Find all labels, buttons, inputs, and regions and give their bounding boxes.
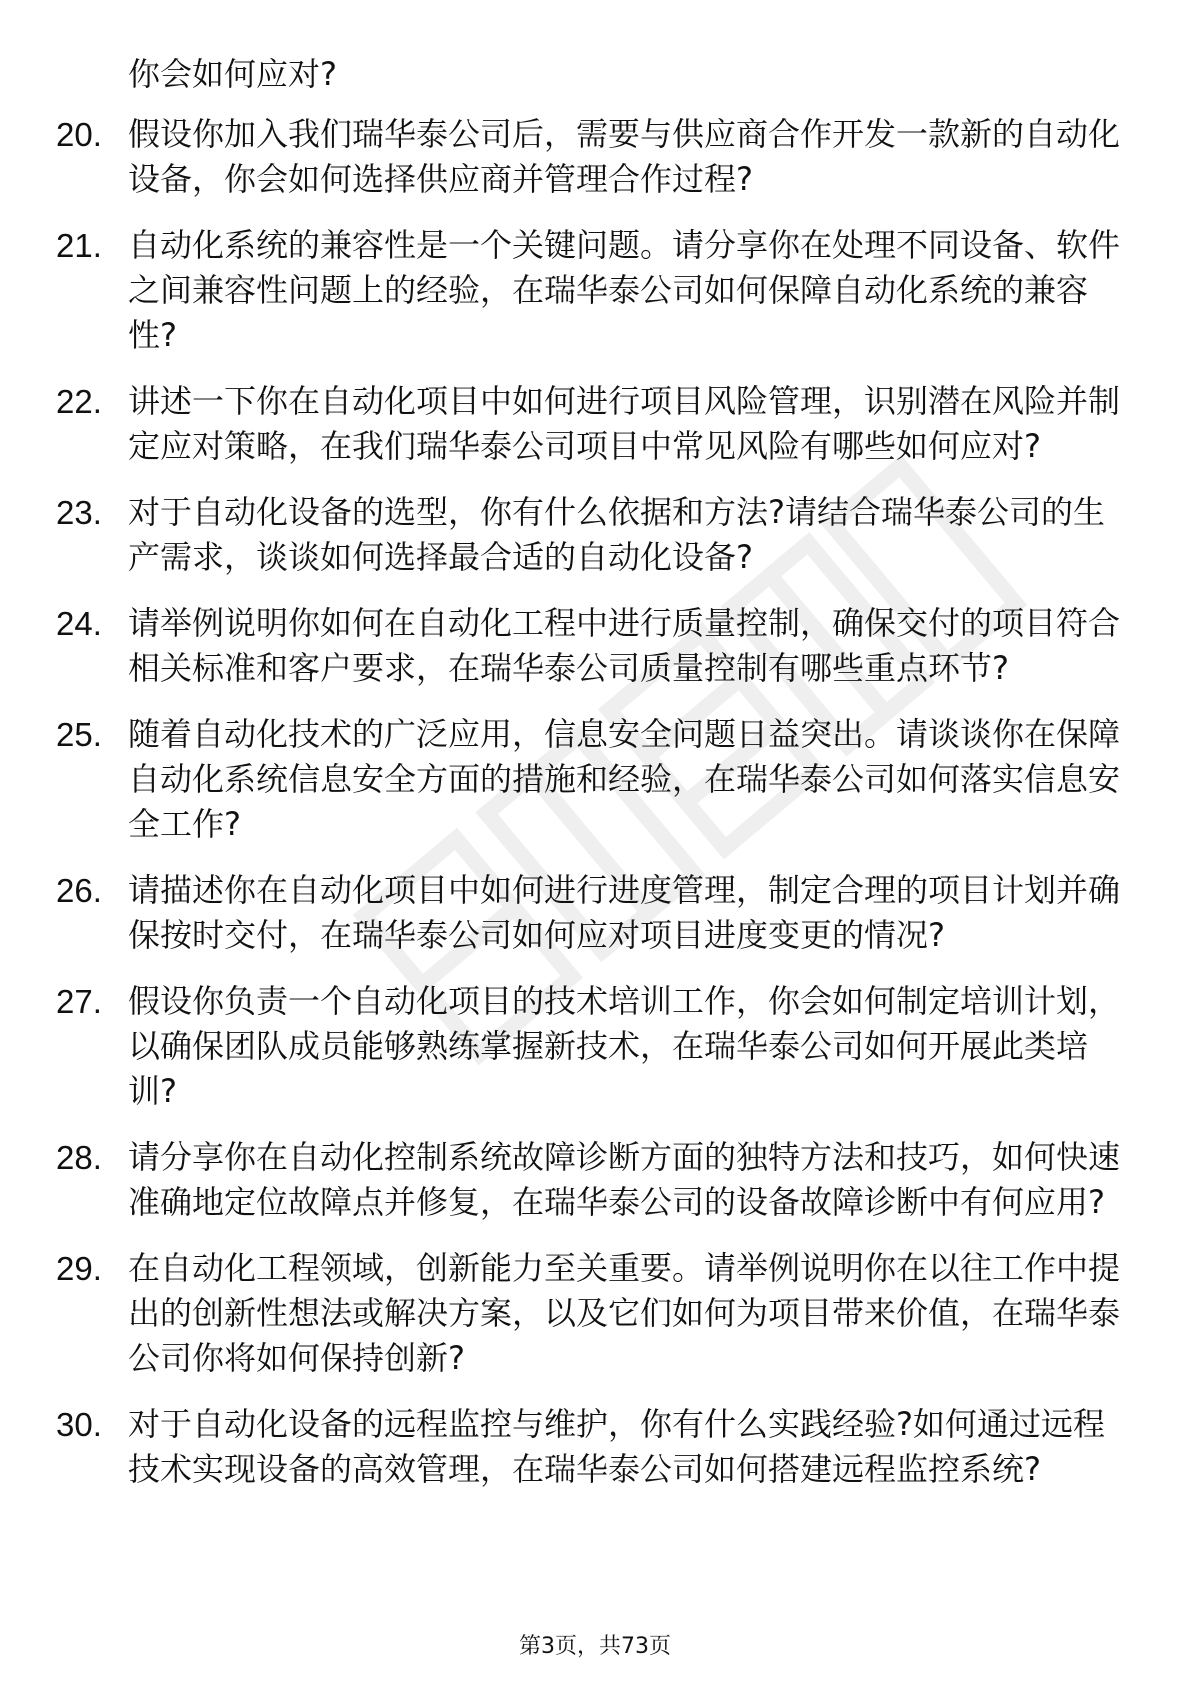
question-text: 请描述你在自动化项目中如何进行进度管理，制定合理的项目计划并确保按时交付，在瑞华泰公司如何应对项目进度变更的情况? bbox=[128, 871, 1121, 954]
question-text: 对于自动化设备的远程监控与维护，你有什么实践经验?如何通过远程技术实现设备的高效管理，在瑞华泰公司如何搭建远程监控系统? bbox=[128, 1405, 1105, 1488]
question-number: 23. bbox=[56, 494, 102, 531]
question-item bbox=[0, 1135, 1190, 1225]
question-item bbox=[0, 601, 1190, 691]
question-text: 随着自动化技术的广泛应用，信息安全问题日益突出。请谈谈你在保障自动化系统信息安全方面的措施和经验，在瑞华泰公司如何落实信息安全工作? bbox=[128, 715, 1121, 843]
question-text: 假设你负责一个自动化项目的技术培训工作，你会如何制定培训计划，以确保团队成员能够熟练掌握新技术，在瑞华泰公司如何开展此类培训? bbox=[128, 982, 1121, 1110]
question-number: 21. bbox=[56, 227, 102, 264]
question-number: 27. bbox=[56, 983, 102, 1020]
question-item bbox=[0, 712, 1190, 847]
question-item bbox=[0, 112, 1190, 202]
question-text: 请分享你在自动化控制系统故障诊断方面的独特方法和技巧，如何快速准确地定位故障点并修复，在瑞华泰公司的设备故障诊断中有何应用? bbox=[128, 1138, 1121, 1221]
page-footer: 第3页，共73页 bbox=[519, 1634, 671, 1659]
question-item bbox=[0, 490, 1190, 580]
question-item bbox=[0, 1246, 1190, 1381]
question-item bbox=[0, 1402, 1190, 1492]
question-number: 22. bbox=[56, 383, 102, 420]
question-text: 假设你加入我们瑞华泰公司后，需要与供应商合作开发一款新的自动化设备，你会如何选择供应商并管理合作过程? bbox=[128, 115, 1121, 198]
question-number: 26. bbox=[56, 872, 102, 909]
question-number: 24. bbox=[56, 605, 102, 642]
question-number: 29. bbox=[56, 1250, 102, 1287]
question-item bbox=[0, 979, 1190, 1114]
question-item bbox=[0, 379, 1190, 469]
question-number: 30. bbox=[56, 1406, 102, 1443]
question-text: 请举例说明你如何在自动化工程中进行质量控制，确保交付的项目符合相关标准和客户要求，在瑞华泰公司质量控制有哪些重点环节? bbox=[128, 604, 1121, 687]
question-item bbox=[0, 223, 1190, 358]
question-text: 对于自动化设备的选型，你有什么依据和方法?请结合瑞华泰公司的生产需求，谈谈如何选择最合适的自动化设备? bbox=[128, 493, 1105, 576]
question-text: 讲述一下你在自动化项目中如何进行项目风险管理，识别潜在风险并制定应对策略，在我们瑞华泰公司项目中常见风险有哪些如何应对? bbox=[128, 382, 1121, 465]
question-list bbox=[0, 112, 1190, 1513]
question-text: 在自动化工程领域，创新能力至关重要。请举例说明你在以往工作中提出的创新性想法或解决方案，以及它们如何为项目带来价值，在瑞华泰公司你将如何保持创新? bbox=[128, 1249, 1121, 1377]
question-number: 20. bbox=[56, 116, 102, 153]
question-number: 28. bbox=[56, 1139, 102, 1176]
continued-question-text: 你会如何应对? bbox=[128, 55, 337, 93]
question-number: 25. bbox=[56, 716, 102, 753]
question-text: 自动化系统的兼容性是一个关键问题。请分享你在处理不同设备、软件之间兼容性问题上的经验，在瑞华泰公司如何保障自动化系统的兼容性? bbox=[128, 226, 1121, 354]
question-item bbox=[0, 868, 1190, 958]
